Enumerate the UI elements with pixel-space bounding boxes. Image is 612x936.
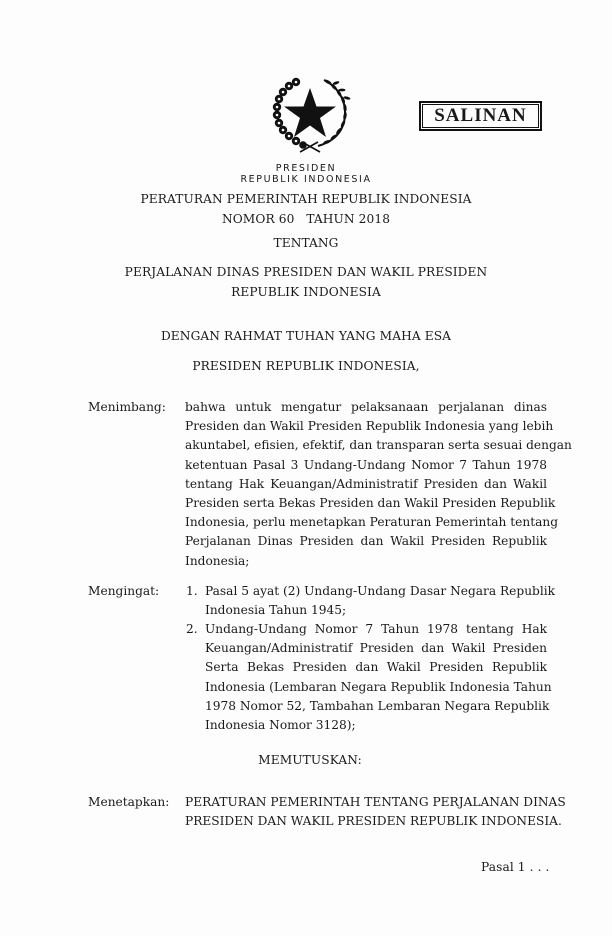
continuation-marker: Pasal 1 . . . — [481, 860, 550, 874]
mengingat-item-2-line: Indonesia (Lembaran Negara Republik Indonesia Tahun — [205, 679, 552, 694]
menetapkan-line: PERATURAN PEMERINTAH TENTANG PERJALANAN DINAS — [185, 795, 566, 809]
mengingat-item-2-number: 2. — [186, 622, 198, 636]
menetapkan-paragraph — [185, 793, 566, 831]
menimbang-line: Presiden serta Bekas Presiden dan Wakil Presiden Republik — [185, 495, 556, 510]
document-number: NOMOR 60 TAHUN 2018 — [221, 212, 391, 226]
menimbang-line: ketentuan Pasal 3 Undang-Undang Nomor 7 Tahun 1978 — [185, 457, 547, 472]
document-title-line-2: REPUBLIK INDONESIA — [231, 285, 381, 299]
mengingat-item-2-line: 1978 Nomor 52, Tambahan Lembaran Negara Republik — [205, 698, 550, 713]
document-type: PERATURAN PEMERINTAH REPUBLIK INDONESIA — [140, 192, 472, 206]
memutuskan-heading: MEMUTUSKAN: — [258, 753, 362, 767]
menetapkan-line: PRESIDEN DAN WAKIL PRESIDEN REPUBLIK INDONESIA. — [185, 814, 562, 829]
salinan-stamp: SALINAN — [419, 101, 542, 131]
mengingat-item-1-number: 1. — [186, 584, 198, 598]
menimbang-label: Menimbang: — [88, 400, 166, 414]
mengingat-label: Mengingat: — [88, 584, 160, 598]
issuer-line-2: REPUBLIK INDONESIA — [240, 174, 372, 185]
menimbang-line: Presiden dan Wakil Presiden Republik Indonesia yang lebih — [185, 419, 554, 434]
menimbang-paragraph — [185, 398, 572, 571]
tentang-heading: TENTANG — [273, 236, 339, 250]
menimbang-line: Perjalanan Dinas Presiden dan Wakil Presiden Republik — [185, 534, 547, 549]
mengingat-item-2-line: Keuangan/Administratif Presiden dan Wakil Presiden — [205, 641, 547, 656]
authority-line: PRESIDEN REPUBLIK INDONESIA, — [192, 359, 420, 373]
document-title-line-1: PERJALANAN DINAS PRESIDEN DAN WAKIL PRESIDEN — [124, 265, 488, 279]
menimbang-line: tentang Hak Keuangan/Administratif Presiden dan Wakil — [185, 476, 547, 491]
mengingat-item-1-line: Indonesia Tahun 1945; — [205, 603, 347, 618]
state-emblem-icon — [268, 74, 352, 154]
menimbang-line: Indonesia; — [185, 553, 250, 568]
mengingat-item-1-line: Pasal 5 ayat (2) Undang-Undang Dasar Negara Republik — [205, 584, 556, 598]
mengingat-item-2 — [205, 620, 552, 735]
mengingat-item-2-line: Serta Bekas Presiden dan Wakil Presiden Republik — [205, 660, 547, 675]
mengingat-item-1 — [205, 582, 556, 620]
issuer-line-1: PRESIDEN — [275, 163, 337, 174]
menimbang-line: akuntabel, efisien, efektif, dan transparan serta sesuai dengan — [185, 438, 572, 453]
invocation: DENGAN RAHMAT TUHAN YANG MAHA ESA — [160, 329, 452, 343]
menimbang-line: bahwa untuk mengatur pelaksanaan perjalanan dinas — [185, 400, 547, 414]
menetapkan-label: Menetapkan: — [88, 795, 170, 809]
mengingat-item-2-line: Indonesia Nomor 3128); — [205, 717, 356, 732]
menimbang-line: Indonesia, perlu menetapkan Peraturan Pemerintah tentang — [185, 515, 559, 530]
mengingat-item-2-line: Undang-Undang Nomor 7 Tahun 1978 tentang Hak — [205, 622, 547, 636]
